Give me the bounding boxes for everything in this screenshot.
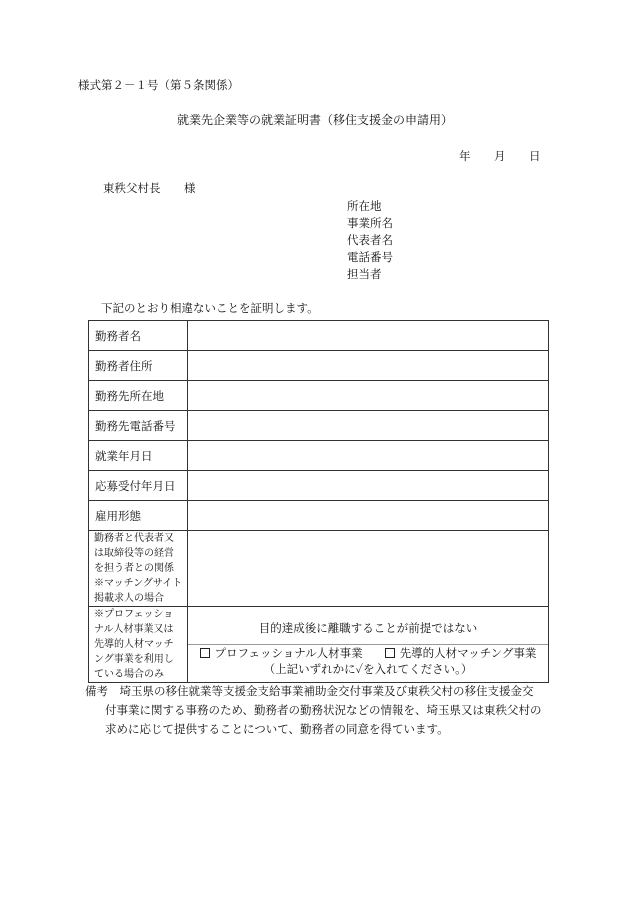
notes-section: [85, 682, 555, 739]
program-usage-cell: [188, 607, 549, 683]
sender-representative-label: 代表者名: [347, 233, 393, 247]
leading-talent-matching-checkbox[interactable]: [385, 648, 395, 658]
notes-line: 備考 埼玉県の移住就業等支援金支給事業補助金交付事業及び東秩父村の移住支援金交: [85, 684, 534, 698]
relationship-label: [89, 531, 188, 607]
date-year-label: 年: [459, 149, 471, 163]
program-options-row: [200, 646, 537, 662]
sender-phone-label: 電話番号: [347, 250, 393, 264]
worker-name-label: 勤務者名: [89, 321, 188, 351]
application-date-label: 応募受付年月日: [89, 471, 188, 501]
sender-address-label: 所在地: [347, 199, 382, 213]
program-label-line: 先導的人材マッチ: [94, 639, 174, 650]
relationship-label-line: ※マッチングサイト: [94, 578, 183, 589]
workplace-address-label: 勤務先所在地: [89, 381, 188, 411]
date-month-label: 月: [494, 149, 506, 163]
program-label-line: ている場合のみ: [94, 669, 164, 680]
leading-talent-matching-option-label: 先導的人材マッチング事業: [399, 645, 537, 660]
professional-talent-checkbox[interactable]: [200, 648, 210, 658]
employment-type-label: 雇用形態: [89, 501, 188, 531]
worker-name-field[interactable]: [188, 321, 549, 351]
workplace-phone-field[interactable]: [188, 411, 549, 441]
certificate-table: [88, 320, 549, 683]
notes-line: 付事業に関する事務のため、勤務者の勤務状況などの情報を、埼玉県又は東秩父村の: [105, 703, 542, 717]
document-title: 就業先企業等の就業証明書（移住支援金の申請用）: [176, 113, 453, 127]
addressee-name: 東秩父村長: [103, 181, 161, 195]
certification-statement: 下記のとおり相違ないことを証明します。: [101, 301, 319, 315]
form-number: 様式第２－１号（第５条関係）: [78, 78, 239, 92]
workplace-phone-label: 勤務先電話番号: [89, 411, 188, 441]
sender-contact-person-label: 担当者: [347, 267, 382, 281]
table-row: [89, 381, 549, 411]
workplace-address-field[interactable]: [188, 381, 549, 411]
table-row: [89, 501, 549, 531]
relationship-field[interactable]: [188, 531, 549, 607]
employment-date-field[interactable]: [188, 441, 549, 471]
sender-office-name-label: 事業所名: [347, 216, 393, 230]
relationship-label-line: 掲載求人の場合: [94, 593, 164, 604]
table-row: [89, 471, 549, 501]
notes-line: 求めに応じて提供することについて、勤務者の同意を得ています。: [105, 722, 449, 736]
table-row: [89, 441, 549, 471]
relationship-label-line: 勤務者と代表者又: [94, 533, 174, 544]
program-label-line: ※プロフェッショ: [94, 609, 174, 620]
employment-type-field[interactable]: [188, 501, 549, 531]
program-label-line: ナル人材事業又は: [94, 624, 174, 635]
application-date-field[interactable]: [188, 471, 549, 501]
program-label-line: ング事業を利用し: [94, 654, 174, 665]
program-instruction: （上記いずれかに✓を入れてください。）: [263, 661, 473, 676]
worker-address-label: 勤務者住所: [89, 351, 188, 381]
relationship-label-line: を担う者との関係: [94, 563, 174, 574]
table-row: [89, 351, 549, 381]
table-row: [89, 531, 549, 607]
program-statement: 目的達成後に離職することが前提ではない: [188, 611, 548, 645]
employment-date-label: 就業年月日: [89, 441, 188, 471]
program-options: [188, 645, 548, 678]
professional-talent-option-label: プロフェッショナル人材事業: [214, 645, 363, 660]
addressee-honorific: 様: [184, 181, 196, 195]
program-usage-label: [89, 607, 188, 683]
table-row: [89, 411, 549, 441]
date-day-label: 日: [529, 149, 541, 163]
table-row: [89, 321, 549, 351]
table-row: [89, 607, 549, 683]
worker-address-field[interactable]: [188, 351, 549, 381]
relationship-label-line: は取締役等の経営: [94, 548, 174, 559]
